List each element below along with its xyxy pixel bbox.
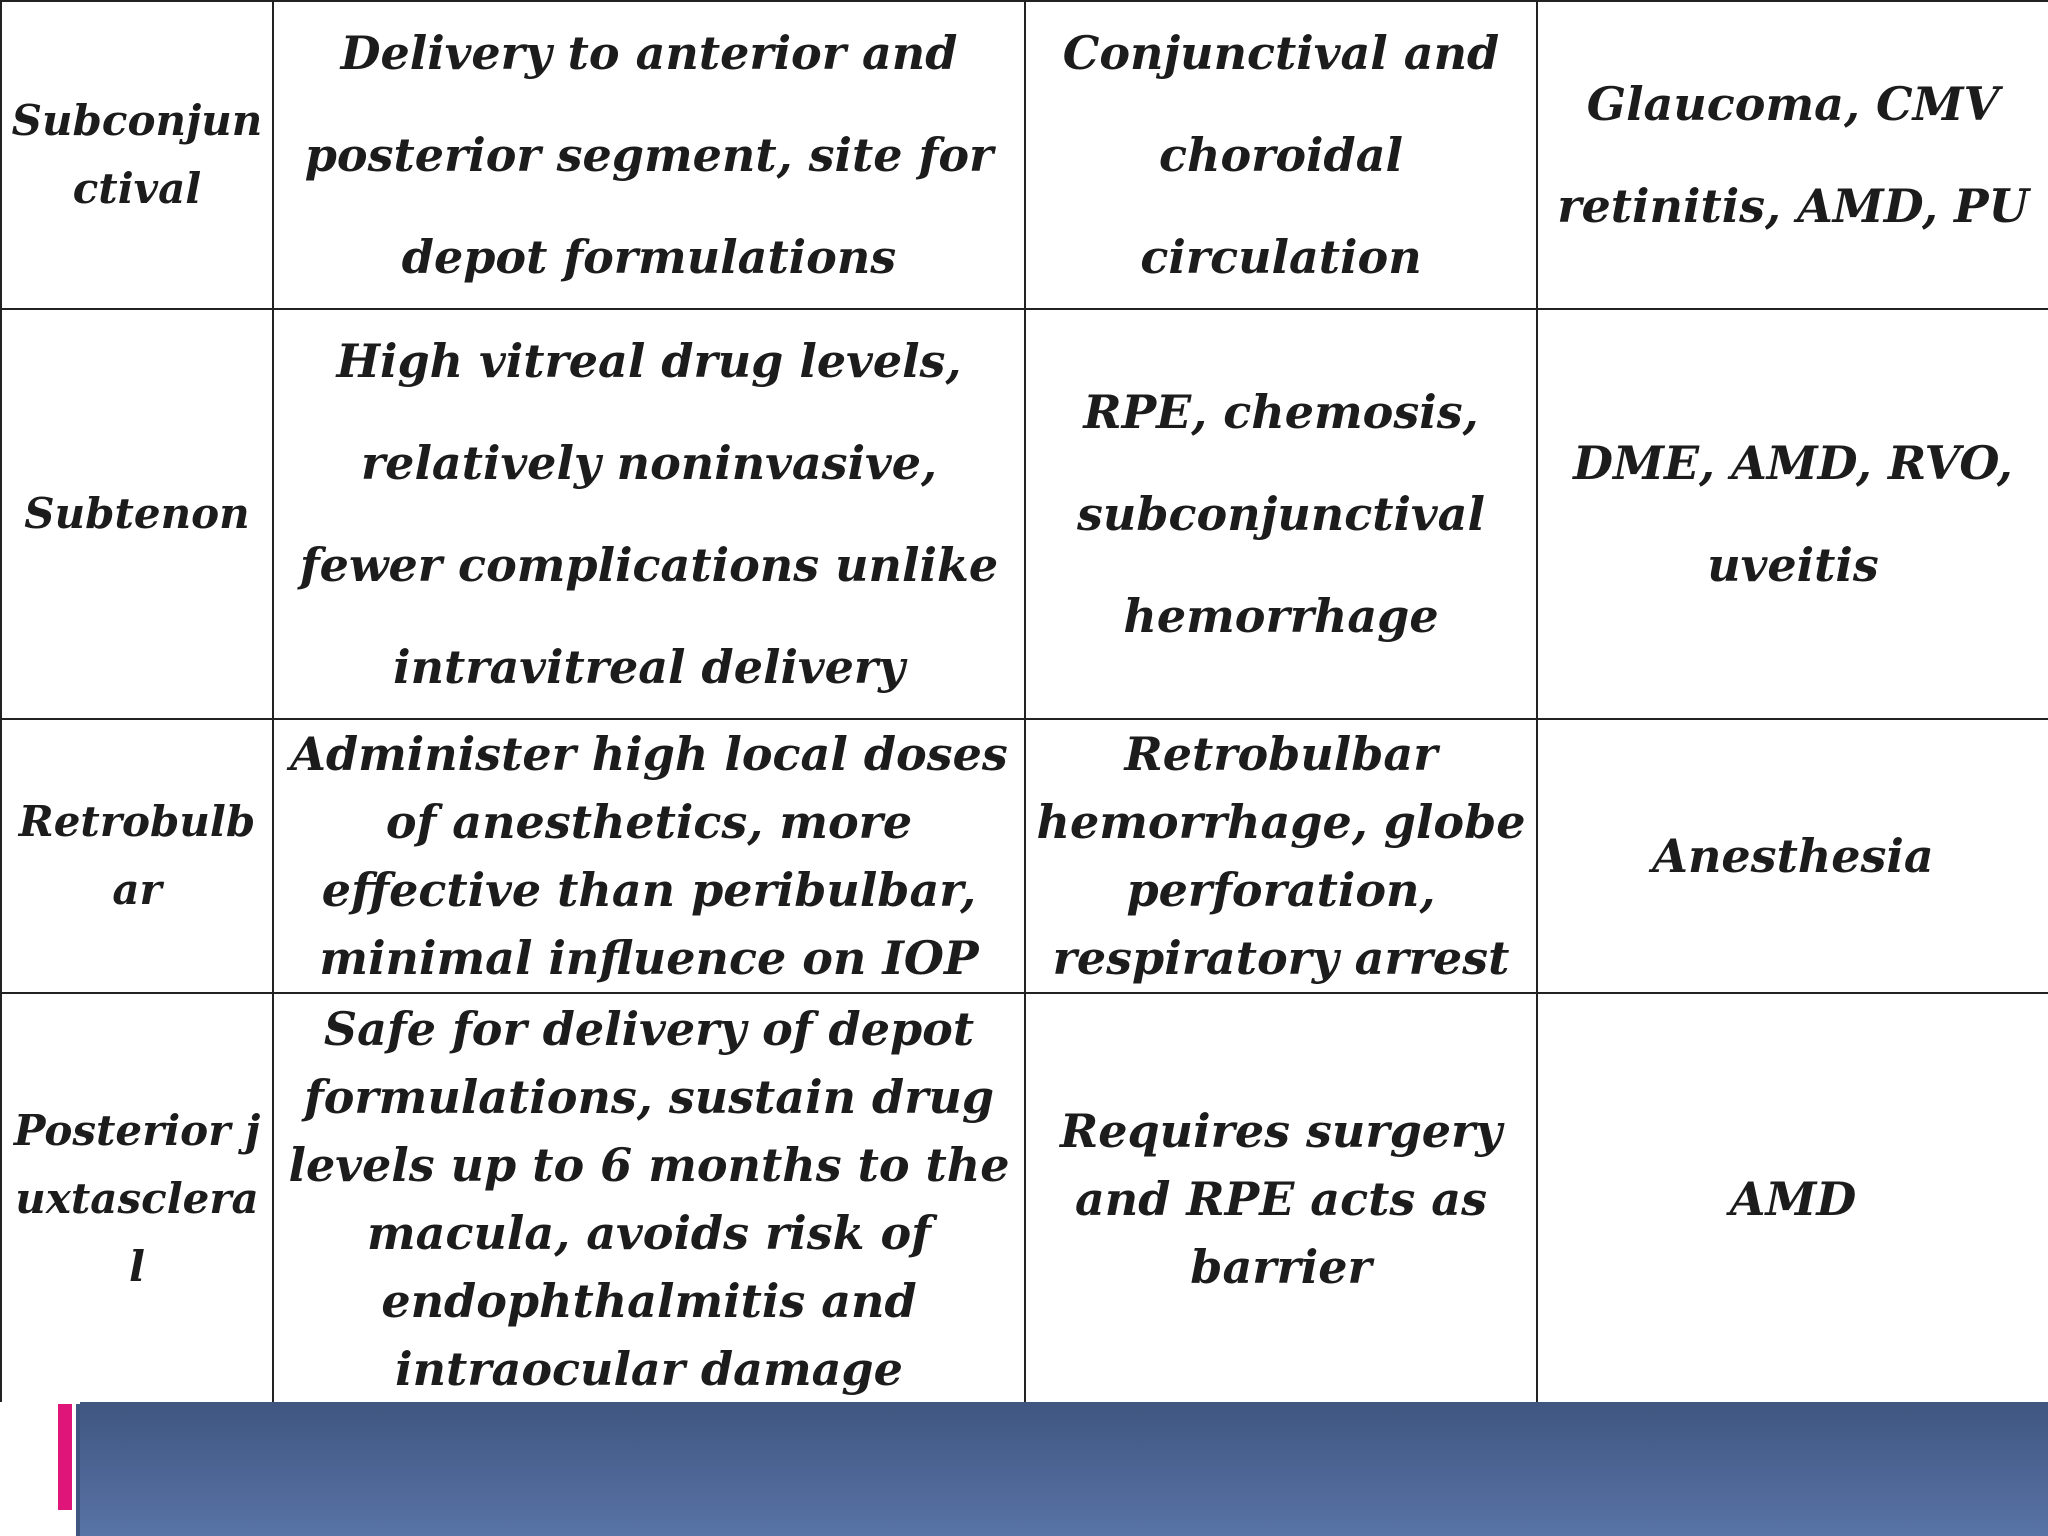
route-cell: Posterior juxtascleral — [1, 993, 273, 1405]
issue-cell: Conjunctival and choroidal circulation — [1025, 1, 1537, 309]
indication-cell: AMD — [1537, 993, 2048, 1405]
feature-cell: Safe for delivery of depot formulations, sustain drug levels up to 6 months to the macula, avoids risk of endophthalmitis and intraocular damage — [273, 993, 1025, 1405]
route-cell: Retrobulbar — [1, 719, 273, 993]
accent-bar — [58, 1404, 72, 1510]
indication-cell: Anesthesia — [1537, 719, 2048, 993]
route-cell: Subconjunctival — [1, 1, 273, 309]
table-row — [1, 993, 2048, 1405]
table-row — [1, 309, 2048, 719]
indication-cell: Glaucoma, CMV retinitis, AMD, PU — [1537, 1, 2048, 309]
issue-cell: Requires surgery and RPE acts as barrier — [1025, 993, 1537, 1405]
feature-cell: High vitreal drug levels, relatively noninvasive, fewer complications unlike intravitreal delivery — [273, 309, 1025, 719]
table-row — [1, 1, 2048, 309]
indication-cell: DME, AMD, RVO, uveitis — [1537, 309, 2048, 719]
feature-cell: Administer high local doses of anesthetics, more effective than peribulbar, minimal influence on IOP — [273, 719, 1025, 993]
accent-divider — [76, 1404, 80, 1536]
footer-band — [0, 1402, 2048, 1536]
table-row — [1, 719, 2048, 993]
issue-cell: RPE, chemosis, subconjunctival hemorrhage — [1025, 309, 1537, 719]
issue-cell: Retrobulbar hemorrhage, globe perforation, respiratory arrest — [1025, 719, 1537, 993]
feature-cell: Delivery to anterior and posterior segment, site for depot formulations — [273, 1, 1025, 309]
route-cell: Subtenon — [1, 309, 273, 719]
